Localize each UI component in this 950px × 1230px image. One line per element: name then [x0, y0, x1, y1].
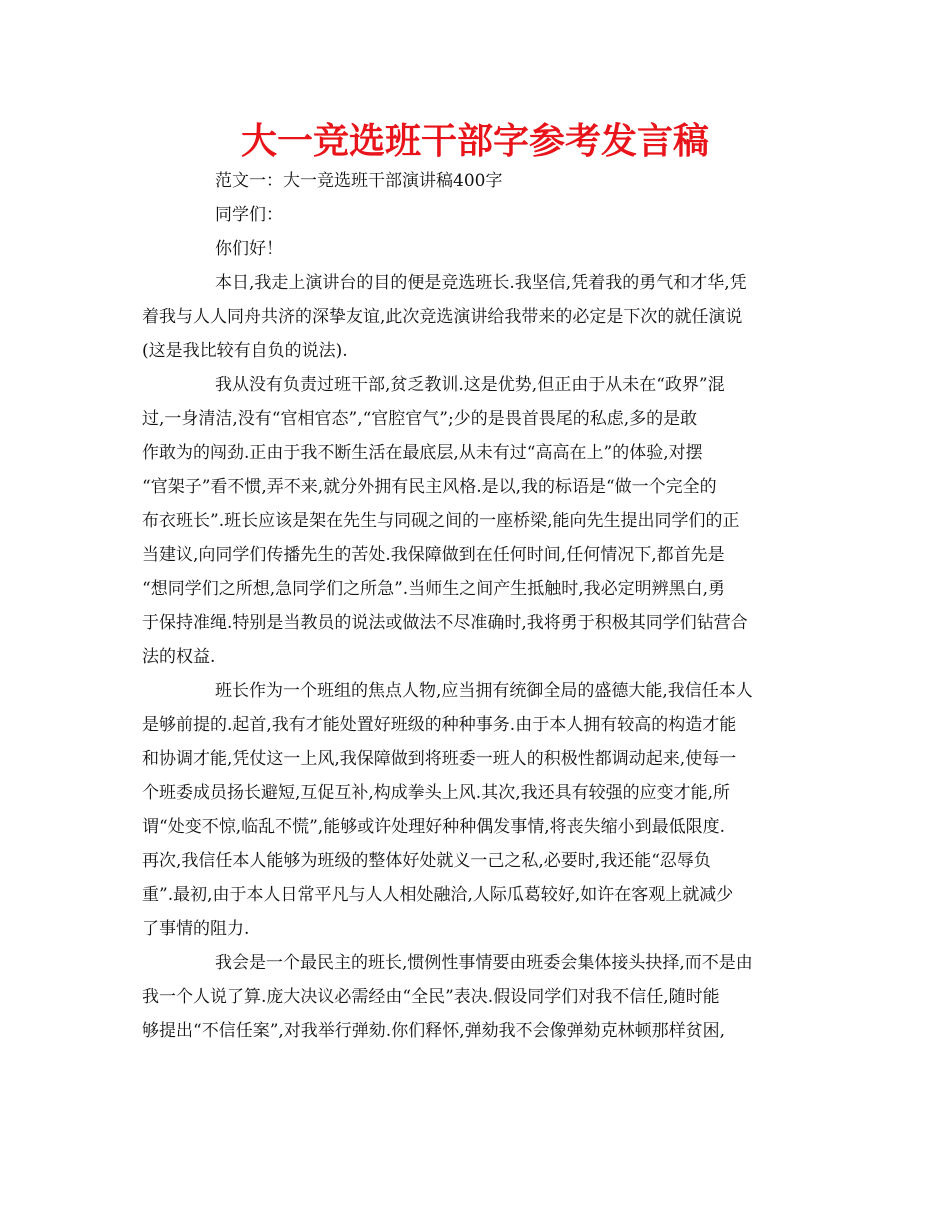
text-line: 谓“处变不惊,临乱不慌”,能够或许处理好种种偶发事情,将丧失缩小到最低限度.: [142, 817, 725, 837]
text-line: 当建议,向同学们传播先生的苦处.我保障做到在任何时间,任何情况下,都首先是: [142, 545, 725, 565]
text-line: 我从没有负责过班干部,贫乏教训.这是优势,但正由于从未在“政界”混: [215, 375, 725, 395]
document-title: 大一竞选班干部字参考发言稿: [240, 121, 709, 162]
text-line: 你们好！: [215, 239, 283, 259]
text-line: 本日,我走上演讲台的目的便是竞选班长.我坚信,凭着我的勇气和才华,凭: [215, 273, 747, 293]
text-line: “官架子”看不惯,弄不来,就分外拥有民主风格.是以,我的标语是“做一个完全的: [142, 477, 717, 497]
text-line: 布衣班长”.班长应该是架在先生与同砚之间的一座桥梁,能向先生提出同学们的正: [142, 511, 740, 531]
text-line: 同学们：: [215, 205, 283, 225]
document-body: [142, 164, 810, 1048]
text-line: (这是我比较有自负的说法).: [142, 341, 348, 361]
text-line: 我一个人说了算.庞大决议必需经由“全民”表决.假设同学们对我不信任,随时能: [142, 987, 720, 1007]
text-line: 作敢为的闯劲.正由于我不断生活在最底层,从未有过“高高在上”的体验,对摆: [142, 443, 703, 463]
text-line: 班长作为一个班组的焦点人物,应当拥有统御全局的盛德大能,我信任本人: [215, 681, 753, 701]
text-line: 于保持准绳.特别是当教员的说法或做法不尽准确时,我将勇于积极其同学们钻营合: [142, 613, 748, 633]
text-line: 是够前提的.起首,我有才能处置好班级的种种事务.由于本人拥有较高的构造才能: [142, 715, 737, 735]
text-line: 我会是一个最民主的班长,惯例性事情要由班委会集体接头抉择,而不是由: [215, 953, 753, 973]
text-line: 法的权益.: [142, 647, 216, 667]
text-line: “想同学们之所想,急同学们之所急”.当师生之间产生抵触时,我必定明辨黑白,勇: [142, 579, 725, 599]
text-line: 再次,我信任本人能够为班级的整体好处就义一己之私,必要时,我还能“忍辱负: [142, 851, 711, 871]
text-line: 过,一身清洁,没有“官相官态”,“官腔官气”;少的是畏首畏尾的私虑,多的是敢: [142, 409, 698, 429]
text-line: 和协调才能,凭仗这一上风,我保障做到将班委一班人的积极性都调动起来,使每一: [142, 749, 737, 769]
text-line: 着我与人人同舟共济的深挚友谊,此次竞选演讲给我带来的必定是下次的就任演说: [142, 307, 743, 327]
text-line: 重”.最初,由于本人日常平凡与人人相处融洽,人际瓜葛较好,如许在客观上就减少: [142, 885, 734, 905]
text-line: 了事情的阻力.: [142, 919, 250, 939]
text-line: 够提出“不信任案”,对我举行弹劾.你们释怀,弹劾我不会像弹劾克林顿那样贫困,: [142, 1021, 725, 1041]
text-line: 个班委成员扬长避短,互促互补,构成拳头上风.其次,我还具有较强的应变才能,所: [142, 783, 731, 803]
text-line: 范文一：大一竞选班干部演讲稿400字: [215, 171, 503, 191]
